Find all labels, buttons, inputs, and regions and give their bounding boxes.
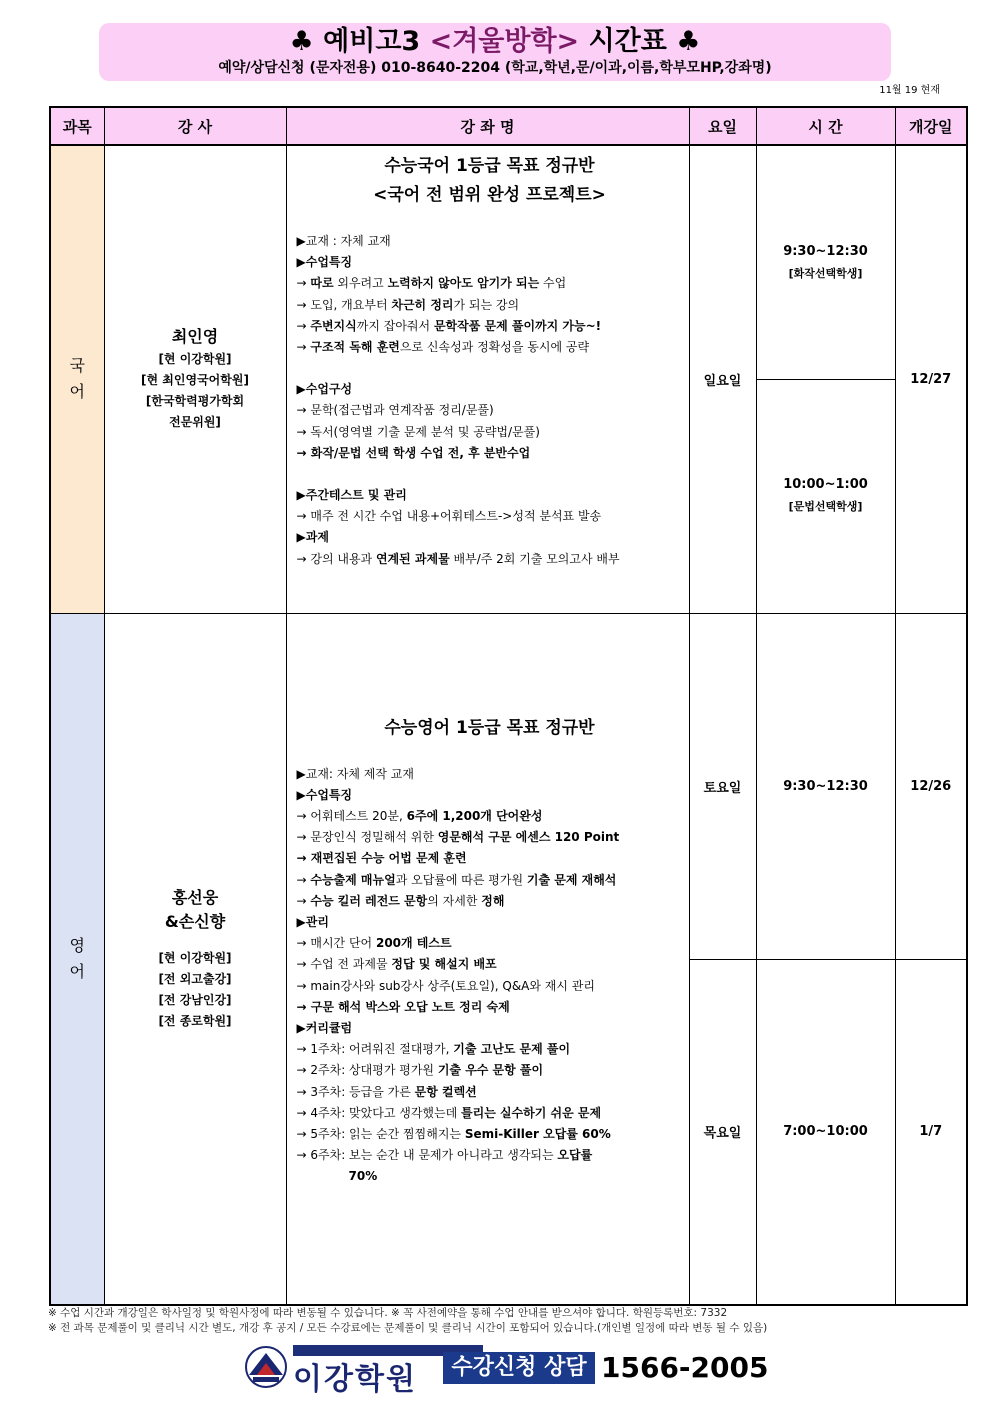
col-start: 개강일	[895, 107, 967, 145]
col-day: 요일	[689, 107, 756, 145]
time-english-2: 7:00~10:00	[756, 959, 895, 1305]
time-english-1: 9:30~12:30	[756, 613, 895, 959]
start-english-1: 12/26	[895, 613, 967, 959]
course-description: ▶교재 : 자체 교재 ▶수업특징 → 따로 외우려고 노력하지 않아도 암기가 되는 수업 → 도입, 개요부터 차근히 정리가 되는 강의 → 주변지식까지 잡아줘서 문학작품 문제 풀이까지 가능~! → 구조적 독해 훈련으로 신속성과 정확성을 동시에 공략 ▶수업구성 → 문학(접근법과 연계작품 정리/문풀) → 독서(영역별 기출 문제 분석 및 공략법/문풀) → 화작/문법 선택 학생 수업 전, 후 분반수업 ▶주간테스트 및 관리 → 매주 전 시간 수업 내용+어휘테스트->성적 분석표 발송 ▶과제 → 강의 내용과 연계된 과제물 배부/주 2회 기출 모의고사 배부	[296, 234, 620, 566]
phone-number: 1566-2005	[601, 1351, 769, 1384]
day-english-1: 토요일	[689, 613, 756, 959]
table-row-english	[50, 613, 967, 959]
day-english-2: 목요일	[689, 959, 756, 1305]
time-korean-1: 9:30~12:30 [화작선택학생]	[756, 145, 895, 379]
course-korean	[286, 145, 689, 613]
subject-english: 영 어	[50, 613, 104, 1305]
course-title: 수능영어 1등급 목표 정규반	[384, 717, 595, 738]
page-title: ♣ 예비고3 <겨울방학> 시간표 ♣	[289, 26, 701, 57]
footnotes	[48, 1306, 767, 1335]
table-row-korean	[50, 145, 967, 379]
title-banner	[99, 23, 891, 81]
title-accent: <겨울방학>	[429, 26, 580, 57]
start-english-2: 1/7	[895, 959, 967, 1305]
col-subject: 과목	[50, 107, 104, 145]
footer-brand	[243, 1345, 769, 1397]
subject-korean: 국 어	[50, 145, 104, 613]
schedule-table	[49, 106, 968, 1306]
teacher-english: 홍선웅 &손신향 [현 이강학원] [전 외고출강] [전 강남인강] [전 종로학원]	[104, 613, 286, 1305]
start-korean: 12/27	[895, 145, 967, 613]
col-course: 강 좌 명	[286, 107, 689, 145]
contact-subtitle: 예약/상담신청 (문자전용) 010-8640-2204 (학교,학년,문/이과,이름,학부모HP,강좌명)	[218, 60, 772, 76]
header-row	[50, 107, 967, 145]
col-teacher: 강 사	[104, 107, 286, 145]
course-description: ▶교재: 자체 제작 교재 ▶수업특징 → 어휘테스트 20분, 6주에 1,200개 단어완성 → 문장인식 정밀해석 위한 영문해석 구문 에센스 120 Point → 재편집된 수능 어법 문제 훈련 → 수능출제 매뉴얼과 오답률에 따른 평가원 기출 문제 재해석 → 수능 킬러 레전드 문항의 자세한 정해 ▶관리 → 매시간 단어 200개 테스트 → 수업 전 과제물 정답 및 해설지 배포 → main강사와 sub강사 상주(토요일), Q&A와 재시 관리 → 구문 해석 박스와 오답 노트 정리 숙제 ▶커리큘럼 → 1주차: 어려워진 절대평가, 기출 고난도 문제 풀이 → 2주차: 상대평가 평가원 기출 우수 문항 풀이 → 3주차: 등급을 가른 문항 컬렉션 → 4주차: 맞았다고 생각했는데 틀리는 실수하기 쉬운 문제 → 5주차: 읽는 순간 찜찜해지는 Semi-Killer 오답률 60% → 6주차: 보는 순간 내 문제가 아니라고 생각되는 오답률 70%	[296, 766, 620, 1184]
as-of-date: 11월 19 현재	[879, 85, 940, 96]
teacher-name: 최인영	[171, 327, 219, 347]
col-time: 시 간	[756, 107, 895, 145]
course-english	[286, 613, 689, 1305]
course-subtitle: <국어 전 범위 완성 프로젝트>	[373, 185, 606, 205]
footnote-2: ※ 전 과목 문제풀이 및 클리닉 시간 별도, 개강 후 공지 / 모든 수강료에는 문제풀이 및 클리닉 시간이 포함되어 있습니다.(개인별 일정에 따라 변동 될 수 있음)	[48, 1321, 768, 1334]
teacher-korean: 최인영 [현 이강학원] [현 최인영국어학원] [한국학력평가학회 전문위원]	[104, 145, 286, 613]
teacher-name: 홍선웅	[171, 887, 219, 907]
footnote-1: ※ 수업 시간과 개강일은 학사일정 및 학원사정에 따라 변동될 수 있습니다. ※ 꼭 사전예약을 통해 수업 안내를 받으셔야 합니다. 학원등록번호: 7332	[48, 1307, 728, 1319]
day-korean: 일요일	[689, 145, 756, 613]
academy-logo-icon	[243, 1345, 289, 1391]
course-title: 수능국어 1등급 목표 정규반	[384, 156, 595, 176]
time-korean-2: 10:00~1:00 [문법선택학생]	[756, 379, 895, 613]
register-consult-button[interactable]: 수강신청 상담	[443, 1352, 595, 1384]
academy-name: 이강학원	[293, 1362, 417, 1397]
